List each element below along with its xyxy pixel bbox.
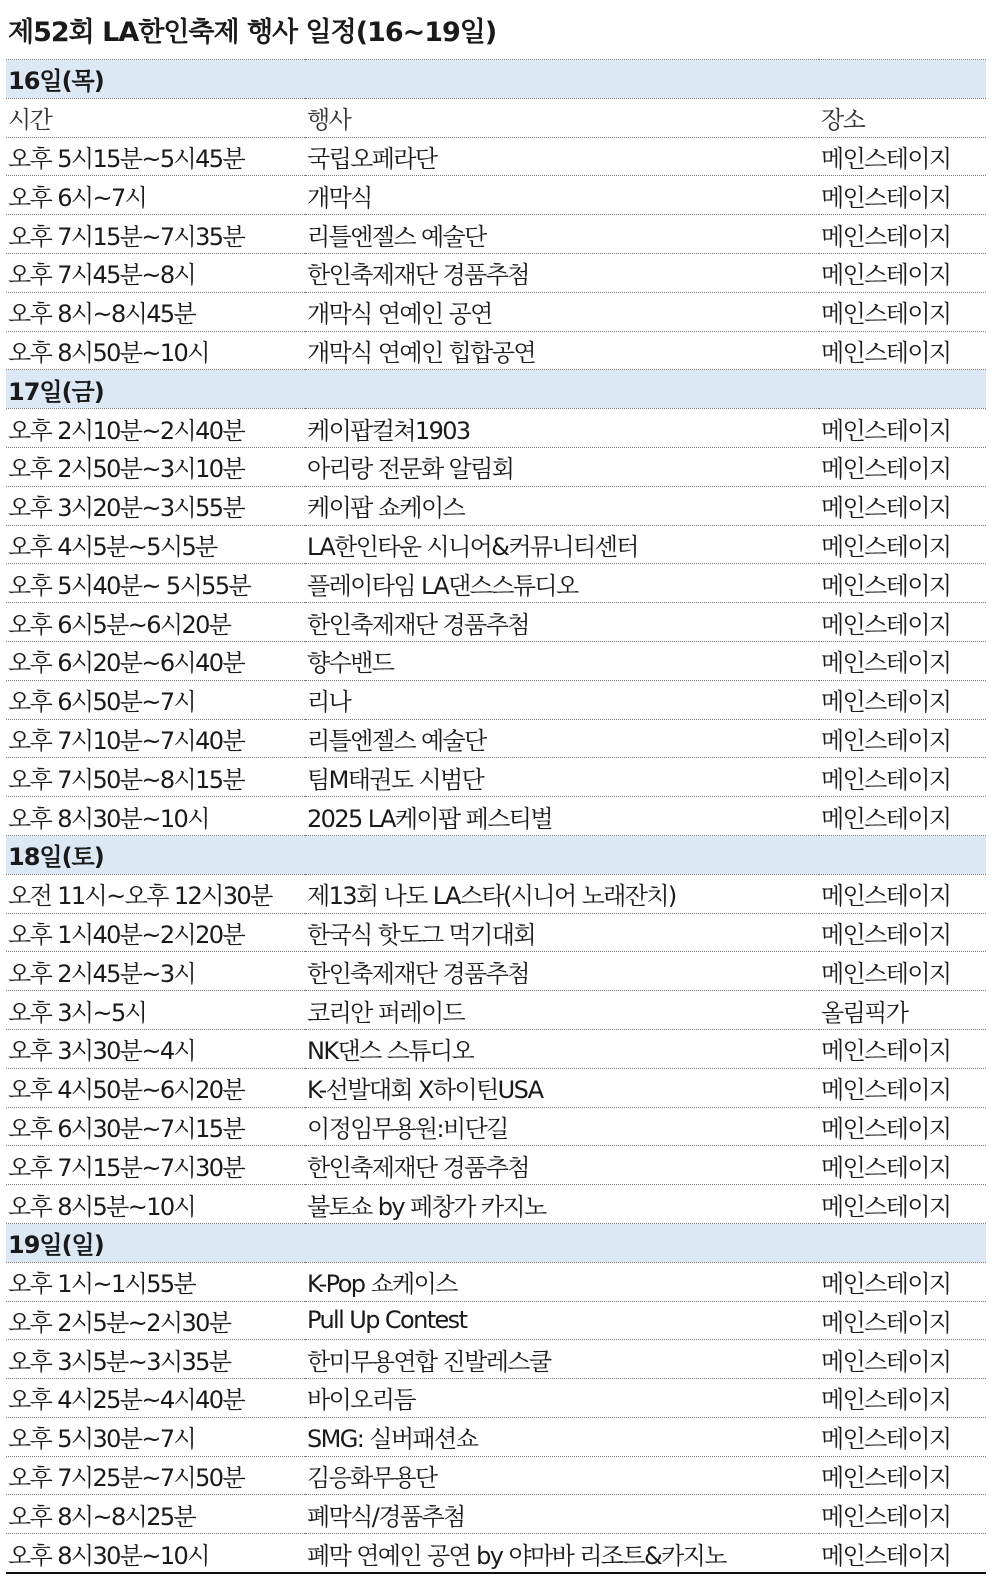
venue-cell: 메인스테이지 [819, 680, 986, 719]
event-cell: 김응화무용단 [305, 1456, 819, 1495]
event-cell: 이정임무용원:비단길 [305, 1107, 819, 1146]
schedule-row [6, 137, 986, 176]
day-label: 16일(목) [6, 60, 986, 99]
venue-cell: 메인스테이지 [819, 564, 986, 603]
time-cell: 오후 6시~7시 [6, 176, 305, 215]
event-cell: K-선발대회 X하이틴USA [305, 1068, 819, 1107]
event-cell: 불토쇼 by 페창가 카지노 [305, 1185, 819, 1224]
time-cell: 오후 7시15분~7시35분 [6, 215, 305, 254]
event-cell: 코리안 퍼레이드 [305, 991, 819, 1030]
schedule-row [6, 292, 986, 331]
time-cell: 오후 8시~8시25분 [6, 1495, 305, 1534]
venue-cell: 메인스테이지 [819, 874, 986, 913]
day-label: 17일(금) [6, 370, 986, 409]
schedule-row [6, 680, 986, 719]
event-cell: 아리랑 전문화 알림회 [305, 447, 819, 486]
event-cell: 폐막식/경품추첨 [305, 1495, 819, 1534]
schedule-row [6, 176, 986, 215]
schedule-row [6, 1262, 986, 1301]
venue-cell: 올림픽가 [819, 991, 986, 1030]
venue-cell: 메인스테이지 [819, 409, 986, 448]
venue-cell: 메인스테이지 [819, 253, 986, 292]
time-cell: 오후 3시5분~3시35분 [6, 1340, 305, 1379]
schedule-row [6, 797, 986, 836]
time-cell: 오후 8시5분~10시 [6, 1185, 305, 1224]
time-cell: 오후 3시~5시 [6, 991, 305, 1030]
time-cell: 오후 6시50분~7시 [6, 680, 305, 719]
time-cell: 오후 2시45분~3시 [6, 952, 305, 991]
time-cell: 오후 6시5분~6시20분 [6, 603, 305, 642]
schedule-row [6, 525, 986, 564]
schedule-row [6, 331, 986, 370]
schedule-row [6, 874, 986, 913]
schedule-row [6, 1456, 986, 1495]
venue-cell: 메인스테이지 [819, 1379, 986, 1418]
time-cell: 오후 2시50분~3시10분 [6, 447, 305, 486]
event-cell: 향수밴드 [305, 641, 819, 680]
schedule-row [6, 603, 986, 642]
venue-cell: 메인스테이지 [819, 137, 986, 176]
schedule-row [6, 1146, 986, 1185]
event-cell: 한미무용연합 진발레스쿨 [305, 1340, 819, 1379]
schedule-row [6, 758, 986, 797]
time-cell: 오후 3시20분~3시55분 [6, 486, 305, 525]
time-cell: 오후 7시50분~8시15분 [6, 758, 305, 797]
time-cell: 오후 7시25분~7시50분 [6, 1456, 305, 1495]
venue-cell: 메인스테이지 [819, 1495, 986, 1534]
venue-cell: 메인스테이지 [819, 1068, 986, 1107]
event-cell: 팀M태권도 시범단 [305, 758, 819, 797]
venue-cell: 메인스테이지 [819, 1029, 986, 1068]
venue-cell: 메인스테이지 [819, 1146, 986, 1185]
day-label: 18일(토) [6, 835, 986, 874]
time-cell: 오전 11시~오후 12시30분 [6, 874, 305, 913]
venue-cell: 메인스테이지 [819, 1262, 986, 1301]
time-cell: 오후 1시~1시55분 [6, 1262, 305, 1301]
column-header-venue: 장소 [819, 98, 986, 137]
event-cell: 한인축제재단 경품추첨 [305, 603, 819, 642]
schedule-row [6, 447, 986, 486]
time-cell: 오후 5시40분~ 5시55분 [6, 564, 305, 603]
venue-cell: 메인스테이지 [819, 525, 986, 564]
time-cell: 오후 6시30분~7시15분 [6, 1107, 305, 1146]
day-label: 19일(일) [6, 1223, 986, 1262]
schedule-table [6, 59, 986, 1574]
venue-cell: 메인스테이지 [819, 447, 986, 486]
event-cell: LA한인타운 시니어&커뮤니티센터 [305, 525, 819, 564]
event-cell: 리틀엔젤스 예술단 [305, 719, 819, 758]
event-cell: 케이팝 쇼케이스 [305, 486, 819, 525]
event-cell: NK댄스 스튜디오 [305, 1029, 819, 1068]
venue-cell: 메인스테이지 [819, 176, 986, 215]
event-cell: 한인축제재단 경품추첨 [305, 952, 819, 991]
event-cell: SMG: 실버패션쇼 [305, 1417, 819, 1456]
event-cell: 플레이타임 LA댄스스튜디오 [305, 564, 819, 603]
column-header-row [6, 98, 986, 137]
schedule-row [6, 215, 986, 254]
schedule-row [6, 564, 986, 603]
schedule-row [6, 913, 986, 952]
venue-cell: 메인스테이지 [819, 1301, 986, 1340]
time-cell: 오후 7시15분~7시30분 [6, 1146, 305, 1185]
venue-cell: 메인스테이지 [819, 331, 986, 370]
schedule-row [6, 486, 986, 525]
venue-cell: 메인스테이지 [819, 215, 986, 254]
time-cell: 오후 7시45분~8시 [6, 253, 305, 292]
event-cell: 국립오페라단 [305, 137, 819, 176]
time-cell: 오후 2시5분~2시30분 [6, 1301, 305, 1340]
day-header-row [6, 60, 986, 99]
event-cell: 한국식 핫도그 먹기대회 [305, 913, 819, 952]
time-cell: 오후 4시5분~5시5분 [6, 525, 305, 564]
venue-cell: 메인스테이지 [819, 758, 986, 797]
venue-cell: 메인스테이지 [819, 1456, 986, 1495]
event-cell: 한인축제재단 경품추첨 [305, 1146, 819, 1185]
event-cell: 제13회 나도 LA스타(시니어 노래잔치) [305, 874, 819, 913]
event-cell: 리나 [305, 680, 819, 719]
event-cell: 개막식 [305, 176, 819, 215]
event-cell: 2025 LA케이팝 페스티벌 [305, 797, 819, 836]
schedule-row [6, 1340, 986, 1379]
event-cell: 개막식 연예인 힙합공연 [305, 331, 819, 370]
time-cell: 오후 8시30분~10시 [6, 1534, 305, 1573]
schedule-row [6, 1068, 986, 1107]
event-cell: K-Pop 쇼케이스 [305, 1262, 819, 1301]
event-cell: 폐막 연예인 공연 by 야마바 리조트&카지노 [305, 1534, 819, 1573]
venue-cell: 메인스테이지 [819, 1340, 986, 1379]
event-cell: 케이팝컬쳐1903 [305, 409, 819, 448]
venue-cell: 메인스테이지 [819, 603, 986, 642]
venue-cell: 메인스테이지 [819, 913, 986, 952]
schedule-row [6, 1417, 986, 1456]
schedule-row [6, 952, 986, 991]
day-header-row [6, 1223, 986, 1262]
schedule-row [6, 253, 986, 292]
time-cell: 오후 8시50분~10시 [6, 331, 305, 370]
event-cell: 개막식 연예인 공연 [305, 292, 819, 331]
time-cell: 오후 5시30분~7시 [6, 1417, 305, 1456]
schedule-row [6, 641, 986, 680]
time-cell: 오후 8시30분~10시 [6, 797, 305, 836]
venue-cell: 메인스테이지 [819, 1534, 986, 1573]
event-cell: 리틀엔젤스 예술단 [305, 215, 819, 254]
schedule-row [6, 719, 986, 758]
venue-cell: 메인스테이지 [819, 952, 986, 991]
column-header-time: 시간 [6, 98, 305, 137]
time-cell: 오후 1시40분~2시20분 [6, 913, 305, 952]
schedule-row [6, 1495, 986, 1534]
venue-cell: 메인스테이지 [819, 641, 986, 680]
column-header-event: 행사 [305, 98, 819, 137]
page-title: 제52회 LA한인축제 행사 일정(16~19일) [8, 17, 497, 48]
schedule-row [6, 1379, 986, 1418]
time-cell: 오후 7시10분~7시40분 [6, 719, 305, 758]
schedule-row [6, 409, 986, 448]
day-header-row [6, 370, 986, 409]
schedule-row [6, 1107, 986, 1146]
schedule-row [6, 991, 986, 1030]
time-cell: 오후 6시20분~6시40분 [6, 641, 305, 680]
venue-cell: 메인스테이지 [819, 797, 986, 836]
schedule-row [6, 1534, 986, 1573]
time-cell: 오후 4시50분~6시20분 [6, 1068, 305, 1107]
event-cell: 바이오리듬 [305, 1379, 819, 1418]
schedule-row [6, 1185, 986, 1224]
venue-cell: 메인스테이지 [819, 1107, 986, 1146]
event-cell: 한인축제재단 경품추첨 [305, 253, 819, 292]
venue-cell: 메인스테이지 [819, 486, 986, 525]
venue-cell: 메인스테이지 [819, 1185, 986, 1224]
schedule-row [6, 1301, 986, 1340]
time-cell: 오후 8시~8시45분 [6, 292, 305, 331]
schedule-row [6, 1029, 986, 1068]
time-cell: 오후 5시15분~5시45분 [6, 137, 305, 176]
time-cell: 오후 2시10분~2시40분 [6, 409, 305, 448]
event-cell: Pull Up Contest [305, 1301, 819, 1340]
venue-cell: 메인스테이지 [819, 1417, 986, 1456]
time-cell: 오후 4시25분~4시40분 [6, 1379, 305, 1418]
venue-cell: 메인스테이지 [819, 719, 986, 758]
time-cell: 오후 3시30분~4시 [6, 1029, 305, 1068]
day-header-row [6, 835, 986, 874]
venue-cell: 메인스테이지 [819, 292, 986, 331]
